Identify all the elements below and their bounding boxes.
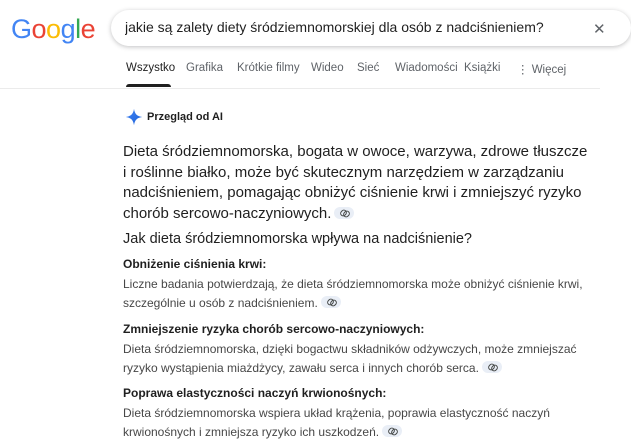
logo-letter: g <box>60 14 76 44</box>
link-icon[interactable] <box>321 296 341 308</box>
search-input[interactable] <box>125 19 605 35</box>
search-box[interactable] <box>111 10 631 46</box>
logo-letter: o <box>46 14 61 44</box>
tab-wideo[interactable]: Wideo <box>311 62 344 74</box>
header-divider <box>0 88 600 89</box>
tab-wiadomosci[interactable]: Wiadomości <box>395 62 458 74</box>
tab-krotkie-filmy[interactable]: Krótkie filmy <box>237 62 300 74</box>
logo-letter: o <box>31 14 47 44</box>
benefit-text-body: Dieta śródziemnomorska wspiera układ krążenia, poprawia elastyczność naczyń krwionośnych i zmniejsza ryzyko ich uszkodzeń. <box>123 406 550 439</box>
google-logo[interactable] <box>11 14 95 44</box>
benefit-text-body: Dieta śródziemnomorska, dzięki bogactwu składników odżywczych, może zmniejszać ryzyko wystąpienia miażdżycy, zawału serca i innych chorób serca. <box>123 342 577 375</box>
logo-letter: e <box>80 14 96 44</box>
benefit-text <box>123 404 598 441</box>
header <box>0 0 606 90</box>
tab-siec[interactable]: Sieć <box>357 62 380 74</box>
tab-wiecej[interactable]: ⋮ Więcej <box>517 64 567 76</box>
close-icon[interactable]: ✕ <box>593 21 606 38</box>
link-icon[interactable] <box>382 425 402 437</box>
benefit-text-body: Liczne badania potwierdzają, że dieta śródziemnomorska może obniżyć ciśnienie krwi, szczególnie u osób z nadciśnieniem. <box>123 277 583 310</box>
sparkle-icon <box>125 108 143 126</box>
benefit-title: Obniżenie ciśnienia krwi: <box>123 257 267 271</box>
benefit-title: Poprawa elastyczności naczyń krwionośnych: <box>123 386 387 400</box>
tab-ksiazki[interactable]: Książki <box>464 62 501 74</box>
tab-wszystko[interactable]: Wszystko <box>126 62 176 74</box>
tab-grafika[interactable]: Grafika <box>186 62 224 74</box>
link-icon[interactable] <box>482 361 502 373</box>
benefit-section <box>123 321 598 377</box>
active-tab-indicator <box>126 84 171 87</box>
ai-summary <box>123 142 593 224</box>
ai-overview-title: Przegląd od AI <box>147 111 223 123</box>
benefit-text <box>123 275 598 312</box>
benefit-title: Zmniejszenie ryzyka chorób sercowo-naczyniowych: <box>123 322 425 336</box>
ai-summary-text: Dieta śródziemnomorska, bogata w owoce, warzywa, zdrowe tłuszcze i roślinne białko, może być skutecznym narzędziem w zarządzaniu nadciśnieniem, pomagając obniżyć ciśnienie krwi i zmniejszyć ryzyko chorób sercowo-naczyniowych. <box>123 143 588 222</box>
logo-letter: l <box>75 14 81 44</box>
link-icon[interactable] <box>334 207 354 219</box>
logo-letter: G <box>11 14 32 44</box>
benefit-text <box>123 340 598 377</box>
section-heading: Jak dieta śródziemnomorska wpływa na nadciśnienie? <box>123 231 472 247</box>
benefit-section <box>123 256 598 312</box>
benefit-section <box>123 385 598 441</box>
